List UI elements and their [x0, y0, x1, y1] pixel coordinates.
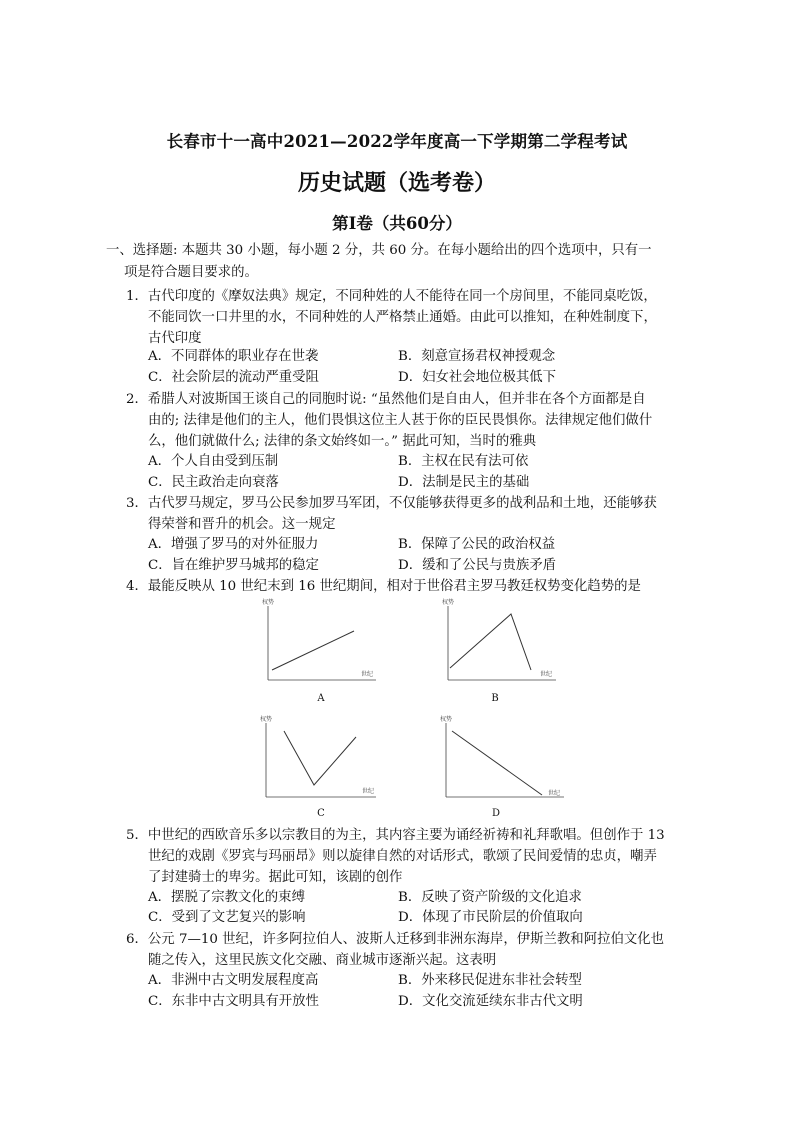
question-5-option-c[interactable]: C．受到了文艺复兴的影响: [148, 910, 306, 925]
graph-a-label: A: [317, 693, 325, 704]
question-6-option-c[interactable]: C．东非中古文明具有开放性: [148, 994, 319, 1009]
graph-d-y-axis-label: 权势: [440, 716, 453, 723]
graph-c-trend-line: [284, 731, 356, 785]
graph-b-y-axis-label: 权势: [442, 599, 455, 606]
graph-a-y-axis-label: 权势: [262, 599, 275, 606]
graph-d-trend-line: [452, 731, 542, 795]
exam-part-heading: 第Ⅰ卷（共60分）: [332, 214, 462, 233]
graph-d-label: D: [491, 808, 501, 819]
question-1-option-d[interactable]: D．妇女社会地位极其低下: [398, 370, 557, 385]
graph-c-svg: [256, 715, 386, 805]
question-4-graph-d[interactable]: [436, 715, 576, 809]
question-2-line-2: 由的; 法律是他们的主人，他们畏惧这位主人甚于你的臣民畏惧你。法律规定他们做什: [148, 413, 653, 428]
question-5-line-2: 世纪的戏剧《罗宾与玛丽昂》则以旋律自然的对话形式，歌颂了民间爱情的忠贞，嘲弄: [148, 849, 657, 864]
graph-b-x-axis-label: 世纪: [540, 671, 553, 678]
question-6-line-2: 随之传入，这里民族文化交融、商业城市逐渐兴起。这表明: [148, 953, 497, 968]
graph-d-svg: [436, 715, 576, 805]
graph-a-svg: [256, 598, 386, 688]
graph-a-x-axis-label: 世纪: [361, 671, 374, 678]
question-1-option-a[interactable]: A．不同群体的职业存在世袭: [148, 349, 319, 364]
graph-b-label: B: [491, 693, 499, 704]
question-6-option-d[interactable]: D．文化交流延续东非古代文明: [398, 994, 583, 1009]
question-2-line-3: 么，他们就做什么; 法律的条文始终如一。” 据此可知，当时的雅典: [148, 434, 537, 449]
graph-d-x-axis-label: 世纪: [548, 790, 561, 797]
graph-b-svg: [436, 598, 566, 688]
graph-c-y-axis-label: 权势: [260, 716, 273, 723]
question-3-option-d[interactable]: D．缓和了公民与贵族矛盾: [398, 558, 557, 573]
section-instruction-line-2: 项是符合题目要求的。: [124, 265, 258, 280]
question-3-option-a[interactable]: A．增强了罗马的对外征服力: [148, 537, 319, 552]
question-3-line-2: 得荣誉和晋升的机会。这一规定: [148, 517, 336, 532]
question-5-line-3: 了封建骑士的卑劣。据此可知，该剧的创作: [148, 870, 403, 885]
question-6-line-1: 6．公元 7—10 世纪，许多阿拉伯人、波斯人迁移到非洲东海岸，伊斯兰教和阿拉伯文化也: [126, 932, 665, 947]
question-4-graph-c[interactable]: [256, 715, 386, 809]
graph-c-label: C: [317, 808, 325, 819]
question-4-graph-b[interactable]: [436, 598, 566, 692]
question-1-line-2: 不能同饮一口井里的水，不同种姓的人严格禁止通婚。由此可以推知，在种姓制度下，: [148, 310, 657, 325]
question-6-option-b[interactable]: B．外来移民促进东非社会转型: [398, 973, 582, 988]
question-3-option-c[interactable]: C．旨在维护罗马城邦的稳定: [148, 558, 319, 573]
question-2-option-a[interactable]: A．个人自由受到压制: [148, 454, 279, 469]
graph-c-x-axis-label: 世纪: [362, 788, 375, 795]
question-2-option-d[interactable]: D．法制是民主的基础: [398, 475, 530, 490]
question-1-line-1: 1．古代印度的《摩奴法典》规定，不同种姓的人不能待在同一个房间里，不能同桌吃饭，: [126, 289, 657, 304]
question-3-line-1: 3．古代罗马规定，罗马公民参加罗马军团，不仅能够获得更多的战利品和土地，还能够获: [126, 496, 657, 511]
question-1-line-3: 古代印度: [148, 331, 202, 346]
question-3-option-b[interactable]: B．保障了公民的政治权益: [398, 537, 556, 552]
question-5-option-d[interactable]: D．体现了市民阶层的价值取向: [398, 910, 583, 925]
question-2-option-c[interactable]: C．民主政治走向衰落: [148, 475, 279, 490]
question-1-option-b[interactable]: B．刻意宣扬君权神授观念: [398, 349, 556, 364]
graph-a-trend-line: [272, 631, 354, 670]
question-4-line-1: 4．最能反映从 10 世纪末到 16 世纪期间，相对于世俗君主罗马教廷权势变化趋势的是: [126, 579, 641, 594]
question-2-option-b[interactable]: B．主权在民有法可依: [398, 454, 529, 469]
graph-b-trend-line: [450, 614, 531, 670]
section-instruction-line-1: 一、选择题: 本题共 30 小题，每小题 2 分，共 60 分。在每小题给出的四个选项中，只有一: [106, 243, 652, 258]
exam-subtitle: 历史试题（选考卷）: [297, 170, 496, 196]
question-5-option-a[interactable]: A．摆脱了宗教文化的束缚: [148, 890, 305, 905]
question-5-line-1: 5．中世纪的西欧音乐多以宗教目的为主，其内容主要为诵经祈祷和礼拜歌唱。但创作于 13: [126, 828, 665, 843]
question-5-option-b[interactable]: B．反映了资产阶级的文化追求: [398, 890, 582, 905]
question-6-option-a[interactable]: A．非洲中古文明发展程度高: [148, 973, 319, 988]
question-4-graph-a[interactable]: [256, 598, 386, 692]
exam-title: 长春市十一高中2021—2022学年度高一下学期第二学程考试: [166, 132, 628, 151]
question-2-line-1: 2．希腊人对波斯国王谈自己的同胞时说: “虽然他们是自由人，但并非在各个方面都是自: [126, 392, 646, 407]
question-1-option-c[interactable]: C．社会阶层的流动严重受阻: [148, 370, 319, 385]
